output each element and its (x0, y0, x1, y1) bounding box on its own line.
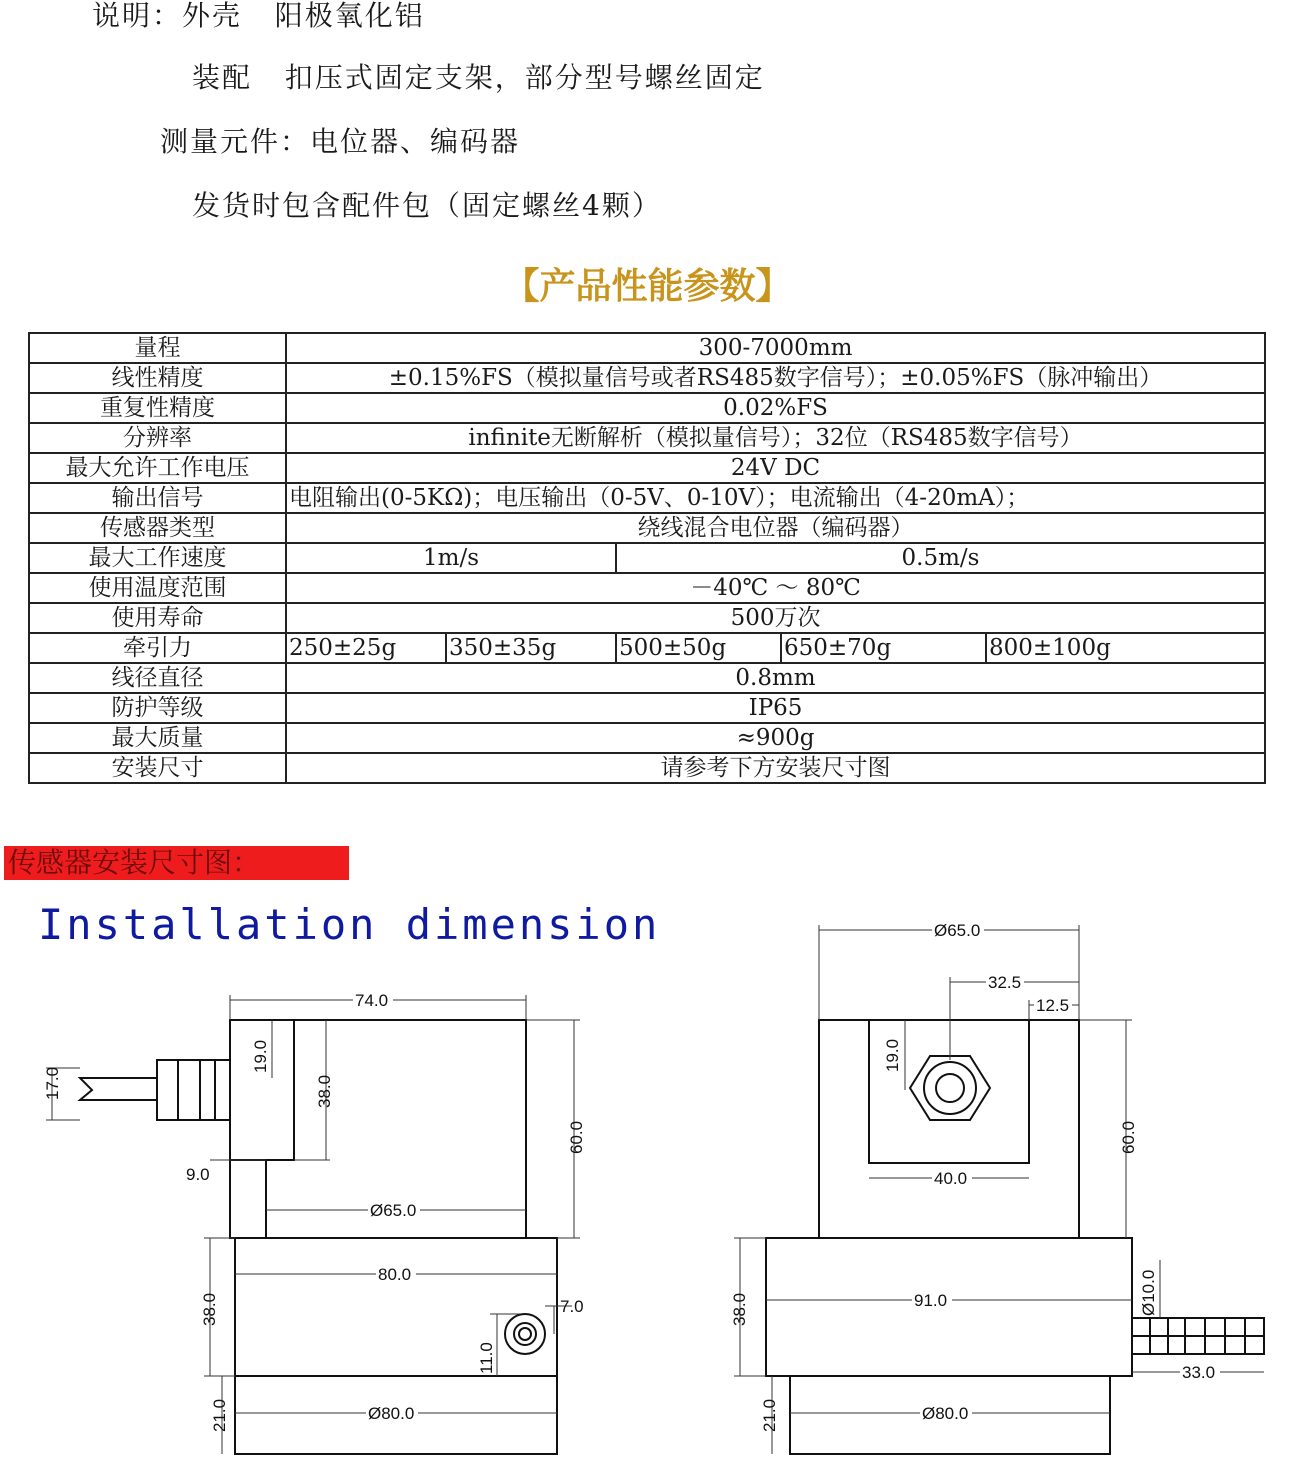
spec-value: 300-7000mm (286, 333, 1265, 363)
spec-value: 800±100g (986, 633, 1265, 663)
dim-label: 91.0 (914, 1291, 948, 1310)
spec-value: 650±70g (781, 633, 986, 663)
intro-line-shell: 说明：外壳 阳极氧化铝 (92, 0, 425, 32)
spec-value: 请参考下方安装尺寸图 (286, 753, 1265, 783)
dim-label: 19.0 (883, 1038, 902, 1072)
spec-label: 线径直径 (29, 663, 286, 693)
dim-label: 60.0 (1119, 1120, 1138, 1154)
dim-label: 12.5 (1036, 996, 1070, 1015)
intro-line-element: 测量元件：电位器、编码器 (160, 125, 521, 158)
spec-value: 24V DC (286, 453, 1265, 483)
dim-label: Ø80.0 (922, 1404, 969, 1423)
spec-value: 250±25g (286, 633, 446, 663)
spec-value: IP65 (286, 693, 1265, 723)
dim-label: 17.0 (43, 1066, 62, 1100)
spec-label: 重复性精度 (29, 393, 286, 423)
spec-value: 0.5m/s (616, 543, 1265, 573)
dim-label: 7.0 (560, 1297, 584, 1316)
spec-label: 最大允许工作电压 (29, 453, 286, 483)
spec-title: 【产品性能参数】 (503, 266, 792, 307)
dim-label: 33.0 (1182, 1363, 1216, 1382)
spec-value: 500±50g (616, 633, 781, 663)
right-upper-housing (819, 1020, 1079, 1238)
spec-value: 0.02%FS (286, 393, 1265, 423)
spec-value: ≈900g (286, 723, 1265, 753)
dim-label: 38.0 (730, 1292, 749, 1326)
spec-label: 安装尺寸 (29, 753, 286, 783)
dim-label: 11.0 (477, 1342, 496, 1374)
dim-label: 19.0 (251, 1039, 270, 1073)
spec-value: 0.8mm (286, 663, 1265, 693)
intro-line-package: 发货时包含配件包（固定螺丝4颗） (192, 189, 662, 222)
spec-value: 350±35g (446, 633, 616, 663)
dim-label: Ø65.0 (934, 921, 981, 940)
left-drum-body (235, 1238, 557, 1376)
dim-label: 38.0 (315, 1074, 334, 1108)
installation-title: Installation dimension (38, 900, 661, 949)
spec-label: 使用寿命 (29, 603, 286, 633)
dim-label: 21.0 (760, 1398, 779, 1432)
hex-nut (910, 1056, 990, 1120)
dim-label: Ø65.0 (370, 1201, 417, 1220)
spec-label: 量程 (29, 333, 286, 363)
dim-label: Ø80.0 (368, 1404, 415, 1423)
spec-label: 传感器类型 (29, 513, 286, 543)
spec-value: 500万次 (286, 603, 1265, 633)
dim-label: 80.0 (378, 1265, 412, 1284)
spec-value: 电阻输出(0-5KΩ)；电压输出（0-5V、0-10V）；电流输出（4-20mA）； (286, 483, 1265, 513)
spec-label: 使用温度范围 (29, 573, 286, 603)
left-dimension-lines (46, 995, 580, 1454)
right-view (766, 1020, 1264, 1454)
wire-outlet-nut (505, 1314, 545, 1354)
drawing-header: 传感器安装尺寸图： (4, 846, 349, 880)
dim-label: 9.0 (186, 1165, 210, 1184)
cable-gland (157, 1060, 230, 1120)
spec-value: ±0.15%FS（模拟量信号或者RS485数字信号）；±0.05%FS（脉冲输出） (286, 363, 1265, 393)
spec-value: 1m/s (286, 543, 616, 573)
spec-label: 防护等级 (29, 693, 286, 723)
dimension-labels (43, 920, 1220, 1432)
spec-label: 最大工作速度 (29, 543, 286, 573)
dim-label: 74.0 (355, 991, 389, 1010)
spec-label: 分辨率 (29, 423, 286, 453)
dim-label: 40.0 (934, 1169, 968, 1188)
dim-label: 32.5 (988, 973, 1022, 992)
dim-label: 60.0 (567, 1120, 586, 1154)
spec-label: 最大质量 (29, 723, 286, 753)
intro-line-assembly: 装配 扣压式固定支架，部分型号螺丝固定 (192, 61, 765, 94)
dim-label: 38.0 (200, 1292, 219, 1326)
spec-label: 牵引力 (29, 633, 286, 663)
spec-value: 绕线混合电位器（编码器） (286, 513, 1265, 543)
dim-label: 21.0 (210, 1398, 229, 1432)
spec-label: 线性精度 (29, 363, 286, 393)
spec-value: －40℃ ～ 80℃ (286, 573, 1265, 603)
spec-label: 输出信号 (29, 483, 286, 513)
dim-label: Ø10.0 (1139, 1269, 1158, 1316)
spec-value: infinite无断解析（模拟量信号）；32位（RS485数字信号） (286, 423, 1265, 453)
